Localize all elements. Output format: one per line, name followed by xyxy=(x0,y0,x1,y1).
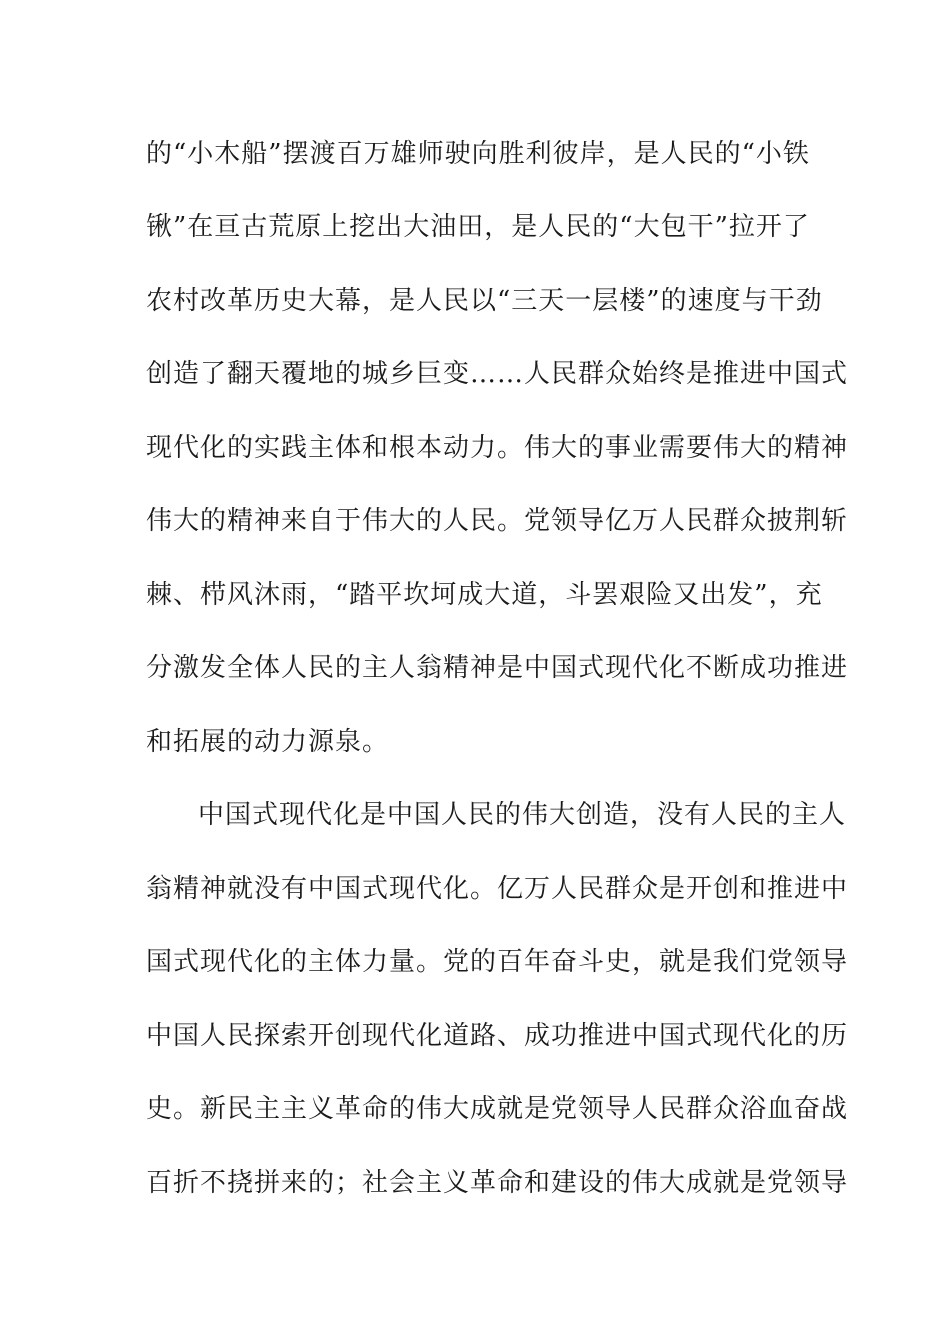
text-line-11: 翁精神就没有中国式现代化。亿万人民群众是开创和推进中 xyxy=(146,874,849,904)
text-line-2: 锹”在亘古荒原上挖出大油田，是人民的“大包干”拉开了 xyxy=(146,212,810,242)
text-line-7: 棘、栉风沐雨，“踏平坎坷成大道，斗罢艰险又出发”，充 xyxy=(146,580,823,610)
text-line-13: 中国人民探索开创现代化道路、成功推进中国式现代化的历 xyxy=(146,1021,849,1051)
paragraph-2-first-line: 中国式现代化是中国人民的伟大创造，没有人民的主人 xyxy=(198,800,847,830)
text-line-3: 农村改革历史大幕，是人民以“三天一层楼”的速度与干劲 xyxy=(146,286,823,316)
text-line-15: 百折不挠拼来的；社会主义革命和建设的伟大成就是党领导 xyxy=(146,1168,849,1198)
text-line-9: 和拓展的动力源泉。 xyxy=(146,727,390,757)
text-line-1: 的“小木船”摆渡百万雄师驶向胜利彼岸，是人民的“小铁 xyxy=(146,139,810,169)
text-line-6: 伟大的精神来自于伟大的人民。党领导亿万人民群众披荆斩 xyxy=(146,506,849,536)
text-line-5: 现代化的实践主体和根本动力。伟大的事业需要伟大的精神 xyxy=(146,433,849,463)
text-line-14: 史。新民主主义革命的伟大成就是党领导人民群众浴血奋战 xyxy=(146,1094,849,1124)
text-line-4: 创造了翻天覆地的城乡巨变……人民群众始终是推进中国式 xyxy=(146,359,849,389)
text-line-8: 分激发全体人民的主人翁精神是中国式现代化不断成功推进 xyxy=(146,653,849,683)
text-line-12: 国式现代化的主体力量。党的百年奋斗史，就是我们党领导 xyxy=(146,947,849,977)
